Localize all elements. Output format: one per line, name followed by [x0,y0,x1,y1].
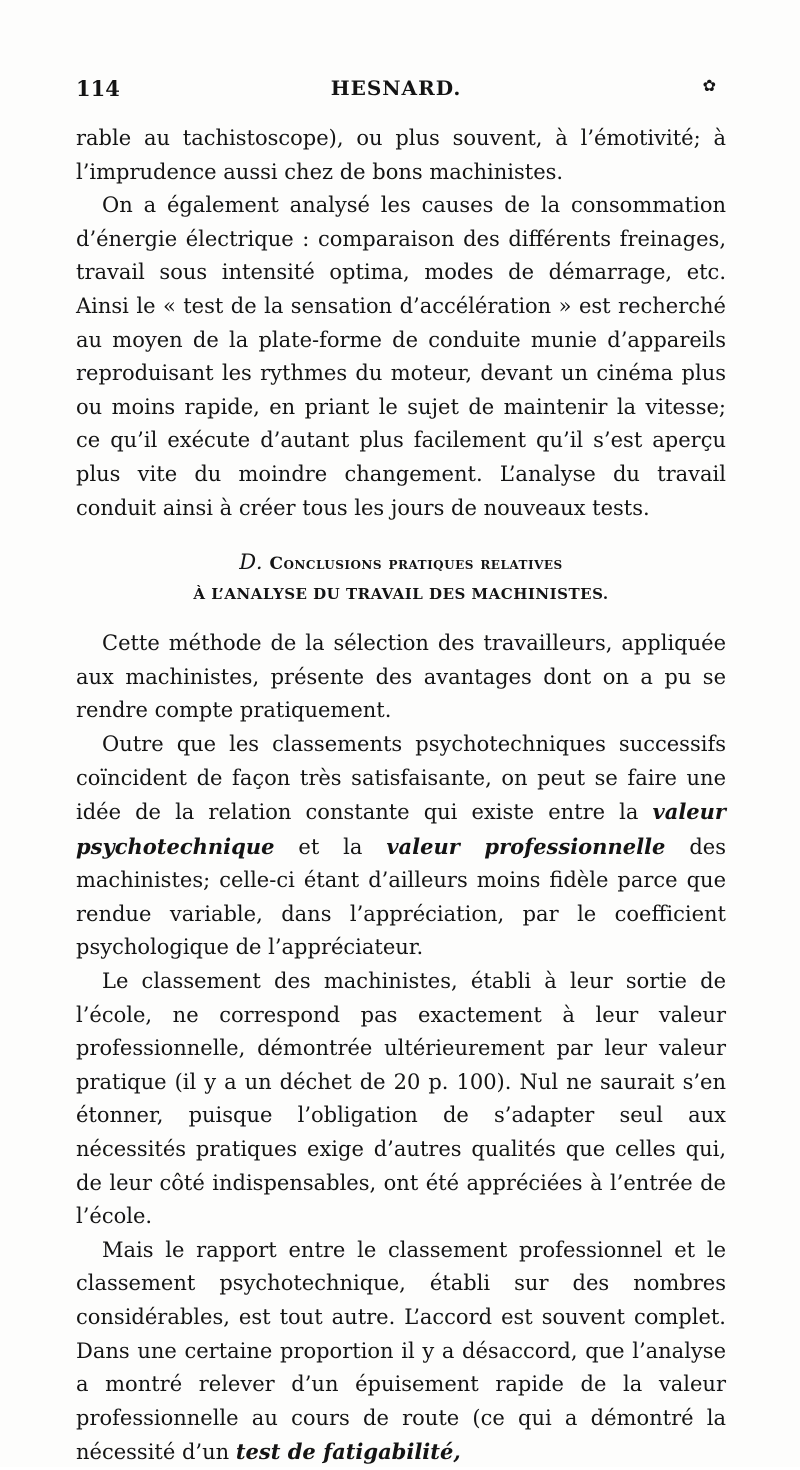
term-psychotechnical-value: valeur psychotechnique [76,799,726,859]
paragraph-energy-analysis: On a également analysé les causes de la consommation d’énergie électrique : comparaison des différents freinages, travail sous intensité optima, modes de démarrage, etc. Ainsi le « test de la sensation d’accélération » est recherché au moyen de la plate-forme de conduite munie d’appareils reproduisant les rythmes du moteur, devant un cinéma plus ou moins rapide, en priant le sujet de maintenir la vitesse; ce qu’il exécute d’autant plus facilement qu’il s’est aperçu plus vite du moindre changement. L’analyse du travail conduit ainsi à créer tous les jours de nouveaux tests. [76,193,726,520]
section-letter: D. [239,550,264,575]
term-professional-value: valeur professionnelle [386,833,666,859]
section-title-line2: À L’ANALYSE DU TRAVAIL DES MACHINISTES. [193,585,609,604]
paragraph-text: des machinistes; celle-ci étant d’ailleurs moins fidèle parce que rendue variable, dans l’appréciation, par le coefficient psychologique de l’appréciateur. [76,834,726,960]
ornament-icon: ✿ [702,76,716,95]
paragraph-text: Mais le rapport entre le classement professionnel et le classement psychotechnique, établi sur des nombres considérables, est tout autre. L’accord est souvent complet. Dans une certaine proportion il y a désaccord, que l’analyse a montré relever d’un épuisement rapide de la valeur professionnelle au cours de route (ce qui a démontré la nécessité d’un [76,1237,726,1465]
running-head [76,76,716,110]
paragraph-school-ranking: Le classement des machinistes, établi à leur sortie de l’école, ne correspond pas exactement à leur valeur professionnelle, démontrée ultérieurement par leur valeur pratique (il y a un déchet de 20 p. 100). Nul ne saurait s’en étonner, puisque l’obligation de s’adapter seul aux nécessités pratiques exige d’autres qualités que celles qui, de leur côté indispensables, ont été appréciées à l’entrée de l’école. [76,969,726,1229]
running-title: HESNARD. [330,76,462,100]
term-fatigability-test: test de fatigabilité, [235,1439,461,1465]
paragraph-method-advantages: Cette méthode de la sélection des travailleurs, appliquée aux machinistes, présente des avantages dont on a pu se rendre compte pratiquement. [76,631,726,723]
paragraph-classification [76,728,726,965]
paragraph-text: Outre que les classements psychotechniques successifs coïncident de façon très satisfaisante, on peut se faire une idée de la relation constante qui existe entre la [76,731,726,825]
paragraph-text: et la [298,834,363,859]
section-title-line1: Conclusions pratiques relatives [269,554,563,575]
section-heading [76,547,726,609]
paragraph-ranking-relation [76,1234,726,1470]
paragraph-continued: rable au tachistoscope), ou plus souvent, à l’émotivité; à l’imprudence aussi chez de bons machinistes. [76,126,726,184]
body-text [76,122,726,1470]
page-number: 114 [76,76,120,101]
